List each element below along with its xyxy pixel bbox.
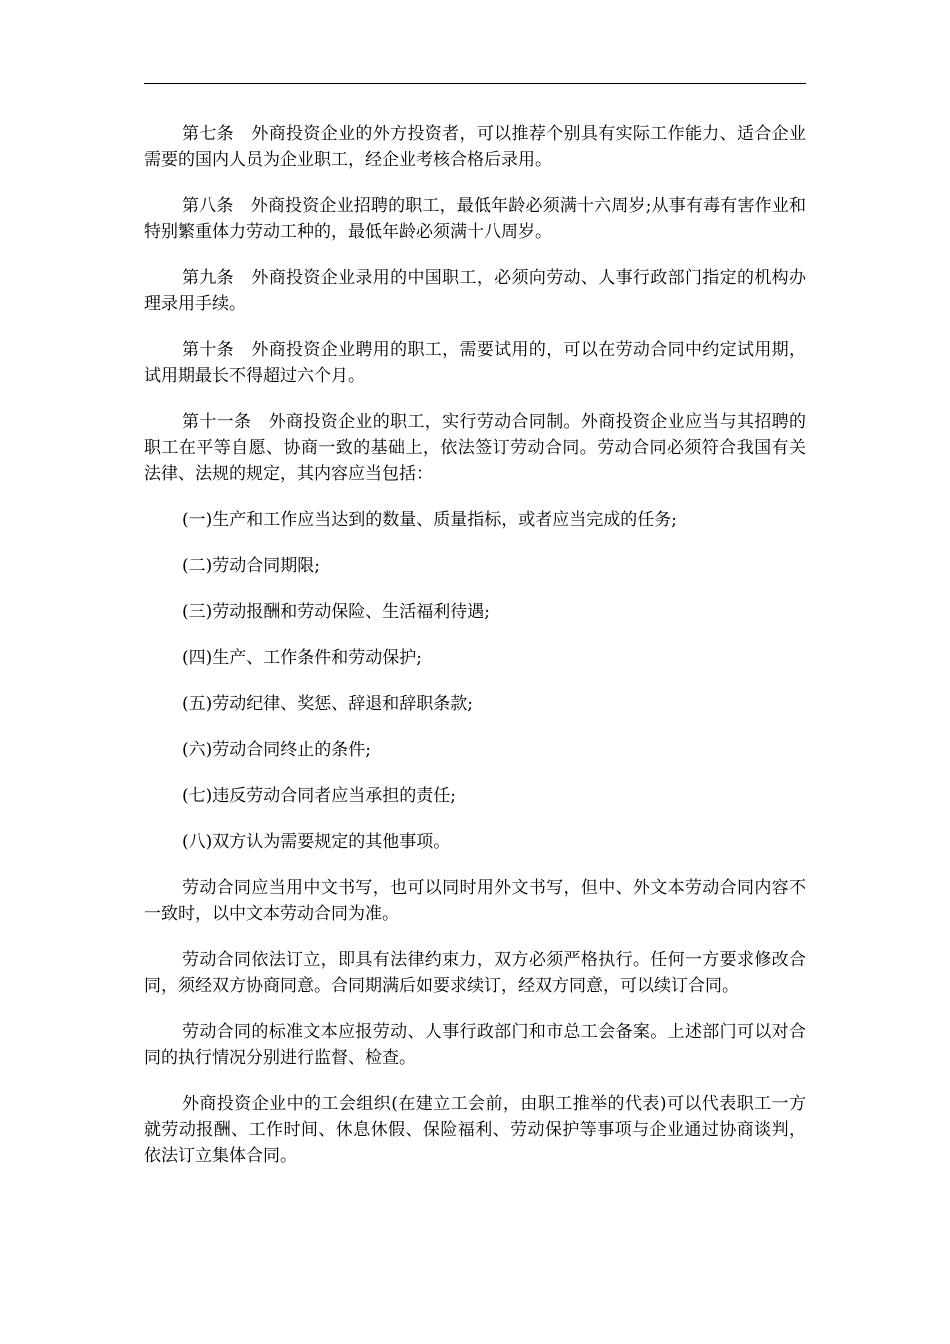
article-11-paragraph: 第十一条 外商投资企业的职工，实行劳动合同制。外商投资企业应当与其招聘的职工在平等自愿、协商一致的基础上，依法签订劳动合同。劳动合同必须符合我国有关法律、法规的规定，其内容应当包括： [144,412,806,484]
contract-item-4: (四)生产、工作条件和劳动保护; [182,648,422,668]
contract-item-8: (八)双方认为需要规定的其他事项。 [182,832,451,852]
language-clause-paragraph: 劳动合同应当用中文书写，也可以同时用外文书写，但中、外文本劳动合同内容不一致时，以中文本劳动合同为准。 [144,878,806,924]
contract-item-3: (三)劳动报酬和劳动保险、生活福利待遇; [182,602,490,622]
binding-force-paragraph: 劳动合同依法订立，即具有法律约束力，双方必须严格执行。任何一方要求修改合同，须经双方协商同意。合同期满后如要求续订，经双方同意，可以续订合同。 [144,950,806,996]
article-9-paragraph: 第九条 外商投资企业录用的中国职工，必须向劳动、人事行政部门指定的机构办理录用手续。 [144,268,806,314]
article-7-paragraph: 第七条 外商投资企业的外方投资者，可以推荐个别具有实际工作能力、适合企业需要的国内人员为企业职工，经企业考核合格后录用。 [144,124,806,170]
filing-paragraph: 劳动合同的标准文本应报劳动、人事行政部门和市总工会备案。上述部门可以对合同的执行情况分别进行监督、检查。 [144,1022,806,1068]
contract-item-2: (二)劳动合同期限; [182,556,320,576]
contract-item-7: (七)违反劳动合同者应当承担的责任; [182,786,456,806]
article-10-paragraph: 第十条 外商投资企业聘用的职工，需要试用的，可以在劳动合同中约定试用期，试用期最长不得超过六个月。 [144,340,806,386]
document-body [144,121,806,1189]
collective-contract-paragraph: 外商投资企业中的工会组织(在建立工会前，由职工推举的代表)可以代表职工一方就劳动报酬、工作时间、休息休假、保险福利、劳动保护等事项与企业通过协商谈判，依法订立集体合同。 [144,1094,806,1166]
article-8-paragraph: 第八条 外商投资企业招聘的职工，最低年龄必须满十六周岁;从事有毒有害作业和特别繁重体力劳动工种的，最低年龄必须满十八周岁。 [144,196,806,242]
contract-item-6: (六)劳动合同终止的条件; [182,740,371,760]
contract-item-5: (五)劳动纪律、奖惩、辞退和辞职条款; [182,694,473,714]
contract-item-1: (一)生产和工作应当达到的数量、质量指标，或者应当完成的任务; [182,510,677,530]
header-rule [144,83,806,84]
